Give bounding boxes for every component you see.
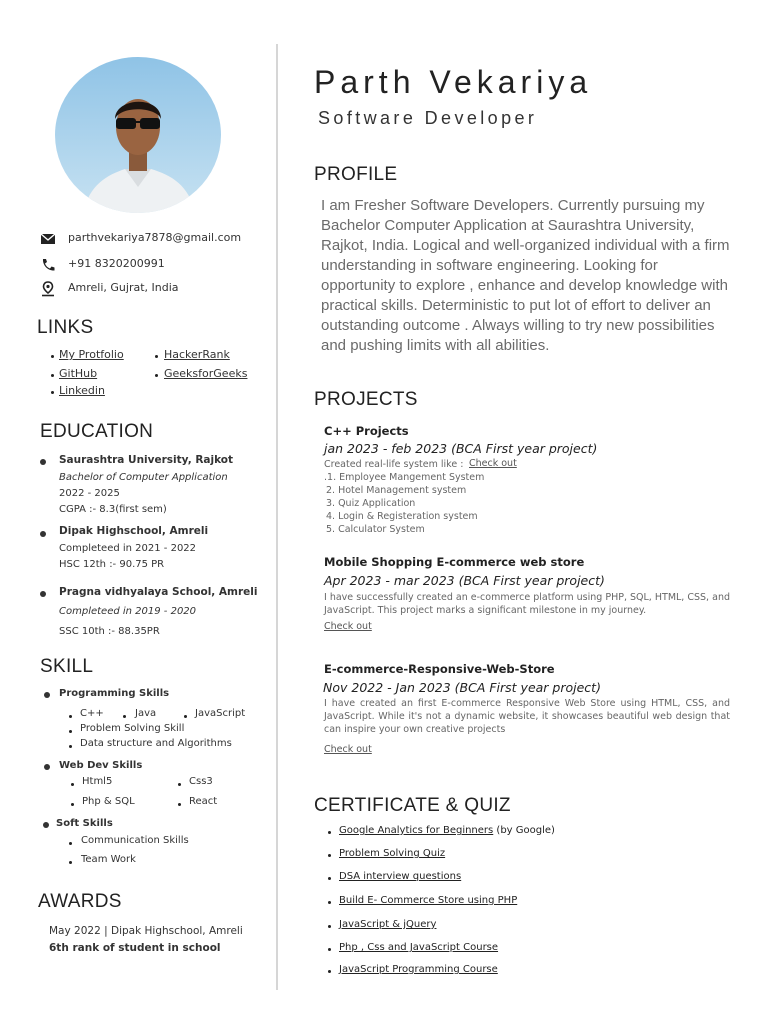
award-date: May 2022 | Dipak Highschool, Amreli: [49, 925, 243, 937]
education-heading: EDUCATION: [40, 421, 154, 442]
skill-heading: SKILL: [40, 656, 94, 677]
edu-result-3: SSC 10th :- 88.35PR: [59, 626, 160, 637]
project-3-period: Nov 2022 - Jan 2023 (BCA First year project): [323, 680, 601, 695]
bullet: [328, 901, 331, 904]
project-1-item: .1. Employee Mangement System: [324, 472, 485, 483]
edu-years-2: Completeed in 2021 - 2022: [59, 543, 197, 554]
project-2-title: Mobile Shopping E-commerce web store: [324, 555, 585, 569]
certificate-issuer: (by Google): [493, 825, 555, 836]
bullet: [51, 391, 54, 394]
certificate-item: [339, 848, 445, 859]
link-linkedin[interactable]: Linkedin: [59, 384, 105, 397]
job-title: Software Developer: [318, 108, 538, 128]
certificate-link[interactable]: Php , Css and JavaScript Course: [339, 942, 499, 953]
skill-html5: Html5: [82, 776, 113, 787]
bullet: [155, 374, 158, 377]
link-geeksforgeeks[interactable]: GeeksforGeeks: [164, 367, 248, 380]
link-portfolio[interactable]: My Protfolio: [59, 348, 124, 361]
full-name: Parth Vekariya: [314, 64, 593, 100]
bullet: [69, 861, 72, 864]
bullet-dot: [44, 692, 50, 698]
location-text: Amreli, Gujrat, India: [68, 281, 179, 294]
bullet: [69, 730, 72, 733]
certificate-heading: CERTIFICATE & QUIZ: [314, 795, 511, 816]
certificate-item: [339, 871, 461, 882]
edu-degree-1: Bachelor of Computer Application: [59, 472, 228, 483]
edu-school-2: Dipak Highschool, Amreli: [59, 525, 209, 537]
bullet: [328, 948, 331, 951]
bullet: [328, 925, 331, 928]
skill-webdev-title: Web Dev Skills: [59, 760, 143, 771]
phone-icon: [40, 257, 56, 273]
profile-summary: I am Fresher Software Developers. Currently pursuing my Bachelor Computer Application at Saurashtra University, Rajkot, India. Logical and well-organized individual with a firm understanding in software engineering. Looking for opportunity to explore , enhance and develop knowledge with practical skills. Deterministic to put lot of effort to deliver an outstanding outcome . Always willing to try new possibilities and pushing limits with all abilities.: [321, 197, 730, 354]
bullet: [71, 803, 74, 806]
link-github[interactable]: GitHub: [59, 367, 98, 380]
skill-css3: Css3: [189, 776, 213, 787]
location-pin-icon: [40, 281, 56, 297]
bullet: [69, 715, 72, 718]
certificate-link[interactable]: JavaScript Programming Course: [339, 964, 498, 975]
envelope-icon: [40, 231, 56, 247]
skill-problem-solving: Problem Solving Skill: [80, 723, 185, 734]
profile-photo: [55, 57, 221, 213]
project-1-item: 4. Login & Registeration system: [326, 511, 478, 522]
profile-heading: PROFILE: [314, 164, 398, 185]
skill-php-sql: Php & SQL: [82, 796, 135, 807]
bullet: [69, 745, 72, 748]
project-2-period: Apr 2023 - mar 2023 (BCA First year project): [324, 573, 605, 588]
certificate-item: [339, 919, 436, 930]
skill-react: React: [189, 796, 218, 807]
bullet-dot: [40, 459, 46, 465]
edu-school-1: Saurashtra University, Rajkot: [59, 454, 234, 466]
project-3-description: I have created an first E-commerce Responsive Web Store using HTML, CSS, and JavaScript. While it's not a dynamic website, it showcases beautiful web design that can inspire your own creative projects: [324, 698, 730, 735]
project-1-period: jan 2023 - feb 2023 (BCA First year project): [324, 441, 598, 456]
phone-text: +91 8320200991: [68, 257, 165, 270]
links-heading: LINKS: [37, 317, 94, 338]
certificate-link[interactable]: Problem Solving Quiz: [339, 848, 446, 859]
certificate-link[interactable]: DSA interview questions: [339, 871, 462, 882]
project-1-check-out-link[interactable]: Check out: [469, 458, 517, 469]
bullet-dot: [40, 531, 46, 537]
project-1-title: C++ Projects: [324, 424, 409, 438]
project-1-item: 3. Quiz Application: [326, 498, 416, 509]
bullet: [328, 970, 331, 973]
bullet: [71, 783, 74, 786]
skill-programming-title: Programming Skills: [59, 688, 170, 699]
edu-years-1: 2022 - 2025: [59, 488, 120, 499]
project-2-check-out-link[interactable]: Check out: [324, 621, 372, 632]
certificate-item: [339, 825, 555, 836]
bullet: [184, 715, 187, 718]
edu-years-3: Completeed in 2019 - 2020: [59, 606, 197, 617]
awards-heading: AWARDS: [38, 891, 122, 912]
certificate-link[interactable]: Build E- Commerce Store using PHP: [339, 895, 518, 906]
skill-dsa: Data structure and Algorithms: [80, 738, 232, 749]
project-1-intro: Created real-life system like :: [324, 459, 464, 470]
edu-result-1: CGPA :- 8.3(first sem): [59, 504, 167, 515]
bullet: [328, 854, 331, 857]
edu-school-3: Pragna vidhyalaya School, Amreli: [59, 586, 258, 598]
project-1-item: 2. Hotel Management system: [326, 485, 467, 496]
email-text[interactable]: parthvekariya7878@gmail.com: [68, 231, 242, 244]
bullet-dot: [40, 591, 46, 597]
projects-heading: PROJECTS: [314, 389, 418, 410]
link-hackerrank[interactable]: HackerRank: [164, 348, 230, 361]
bullet: [328, 877, 331, 880]
award-title: 6th rank of student in school: [49, 942, 221, 954]
bullet: [155, 355, 158, 358]
project-3-check-out-link[interactable]: Check out: [324, 744, 372, 755]
bullet: [328, 831, 331, 834]
bullet-dot: [43, 822, 49, 828]
project-1-item: 5. Calculator System: [326, 524, 425, 535]
certificate-link[interactable]: JavaScript & jQuery: [339, 919, 437, 930]
bullet: [178, 783, 181, 786]
skill-teamwork: Team Work: [81, 854, 136, 865]
certificate-item: [339, 942, 498, 953]
bullet: [69, 842, 72, 845]
edu-result-2: HSC 12th :- 90.75 PR: [59, 559, 165, 570]
certificate-item: [339, 964, 498, 975]
skill-soft-title: Soft Skills: [56, 818, 113, 829]
bullet: [178, 803, 181, 806]
bullet: [51, 355, 54, 358]
skill-javascript: JavaScript: [195, 708, 246, 719]
certificate-item: [339, 895, 517, 906]
bullet-dot: [44, 764, 50, 770]
certificate-link[interactable]: Google Analytics for Beginners: [339, 825, 494, 836]
column-divider: [276, 44, 278, 990]
project-2-description: I have successfully created an e-commerce platform using PHP, SQL, HTML, CSS, and JavaScript. This project marks a significant milestone in my journey.: [324, 592, 730, 616]
bullet: [51, 374, 54, 377]
bullet: [123, 715, 126, 718]
project-3-title: E-commerce-Responsive-Web-Store: [324, 662, 555, 676]
skill-java: Java: [135, 708, 157, 719]
skill-communication: Communication Skills: [81, 835, 189, 846]
skill-cpp: C++: [80, 708, 104, 719]
